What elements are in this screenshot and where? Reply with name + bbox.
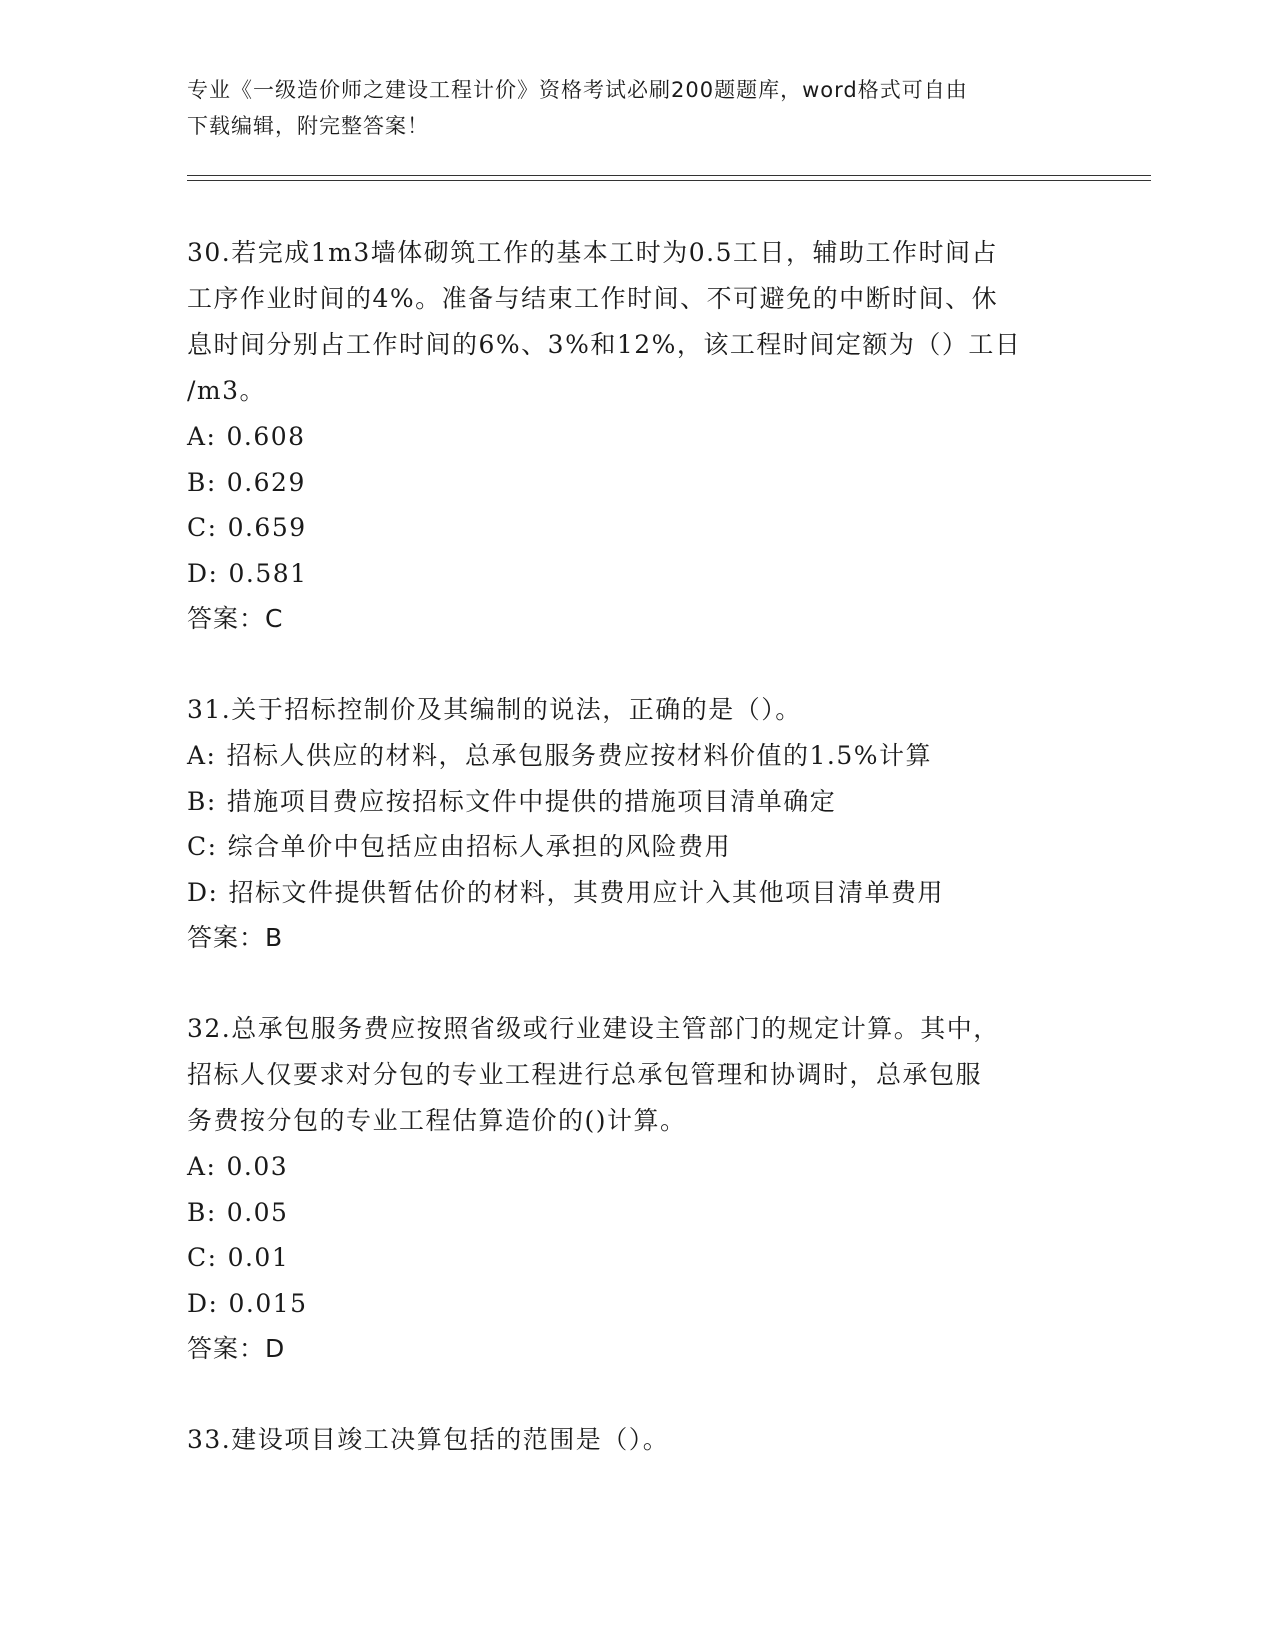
header-divider-bottom	[187, 180, 1151, 181]
header-line-1: 专业《一级造价师之建设工程计价》资格考试必刷200题题库，word格式可自由	[187, 78, 968, 102]
question-list	[187, 230, 1067, 1463]
question-32	[187, 1006, 1067, 1372]
option-a	[187, 414, 1067, 460]
document-header	[187, 72, 1067, 144]
question-spacer	[187, 961, 1067, 1006]
option-text: 0.03	[226, 1152, 289, 1181]
question-stem-line: 32.总承包服务费应按照省级或行业建设主管部门的规定计算。其中，	[187, 1014, 1000, 1043]
option-text: 0.015	[228, 1288, 308, 1318]
header-divider-top	[187, 175, 1151, 176]
option-c	[187, 505, 1067, 551]
option-text: 招标文件提供暂估价的材料，其费用应计入其他项目清单费用	[228, 877, 944, 907]
option-d	[187, 1281, 1067, 1327]
question-stem-line: 30.若完成1m3墙体砌筑工作的基本工时为0.5工日，辅助工作时间占	[187, 238, 999, 267]
option-text: 招标人供应的材料，总承包服务费应按材料价值的1.5%计算	[226, 741, 932, 770]
option-a	[187, 1144, 1067, 1190]
option-text: 综合单价中包括应由招标人承担的风险费用	[227, 832, 732, 861]
option-c	[187, 824, 1067, 870]
option-text: 0.05	[226, 1197, 289, 1227]
option-label: A:	[187, 741, 217, 770]
option-label: C:	[187, 513, 218, 542]
question-stem-line: 招标人仅要求对分包的专业工程进行总承包管理和协调时，总承包服	[187, 1060, 983, 1089]
option-label: D:	[187, 1288, 219, 1318]
option-text: 0.659	[227, 513, 307, 542]
option-text: 0.581	[228, 558, 308, 588]
option-c	[187, 1235, 1067, 1281]
option-label: A:	[187, 1152, 217, 1181]
answer: 答案：B	[187, 923, 284, 952]
option-text: 0.01	[227, 1243, 290, 1272]
option-b	[187, 460, 1067, 506]
option-label: C:	[187, 1243, 218, 1272]
question-31	[187, 687, 1067, 961]
option-label: A:	[187, 422, 217, 451]
answer: 答案：D	[187, 1334, 286, 1363]
option-label: B:	[187, 467, 217, 497]
option-label: B:	[187, 1197, 217, 1227]
question-stem-line: 33.建设项目竣工决算包括的范围是（）。	[187, 1425, 670, 1454]
option-a	[187, 733, 1067, 779]
option-text: 0.629	[226, 467, 306, 497]
question-spacer	[187, 1372, 1067, 1417]
question-33	[187, 1417, 1067, 1463]
header-line-2: 下载编辑，附完整答案！	[187, 114, 429, 138]
question-stem-line: 务费按分包的专业工程估算造价的()计算。	[187, 1106, 687, 1135]
option-label: C:	[187, 832, 218, 861]
option-b	[187, 779, 1067, 825]
option-d	[187, 870, 1067, 916]
question-stem-line: 息时间分别占工作时间的6%、3%和12%，该工程时间定额为（）工日	[187, 330, 1022, 359]
question-stem-line: 31.关于招标控制价及其编制的说法，正确的是（）。	[187, 695, 802, 724]
option-text: 措施项目费应按招标文件中提供的措施项目清单确定	[226, 786, 837, 816]
question-stem-line: 工序作业时间的4%。准备与结束工作时间、不可避免的中断时间、休	[187, 284, 999, 313]
option-label: B:	[187, 786, 217, 816]
question-stem-line: /m3。	[187, 376, 267, 405]
option-text: 0.608	[226, 422, 306, 451]
option-d	[187, 551, 1067, 597]
option-b	[187, 1190, 1067, 1236]
question-30	[187, 230, 1067, 642]
question-spacer	[187, 642, 1067, 687]
option-label: D:	[187, 558, 219, 588]
answer: 答案：C	[187, 604, 284, 633]
option-label: D:	[187, 877, 219, 907]
